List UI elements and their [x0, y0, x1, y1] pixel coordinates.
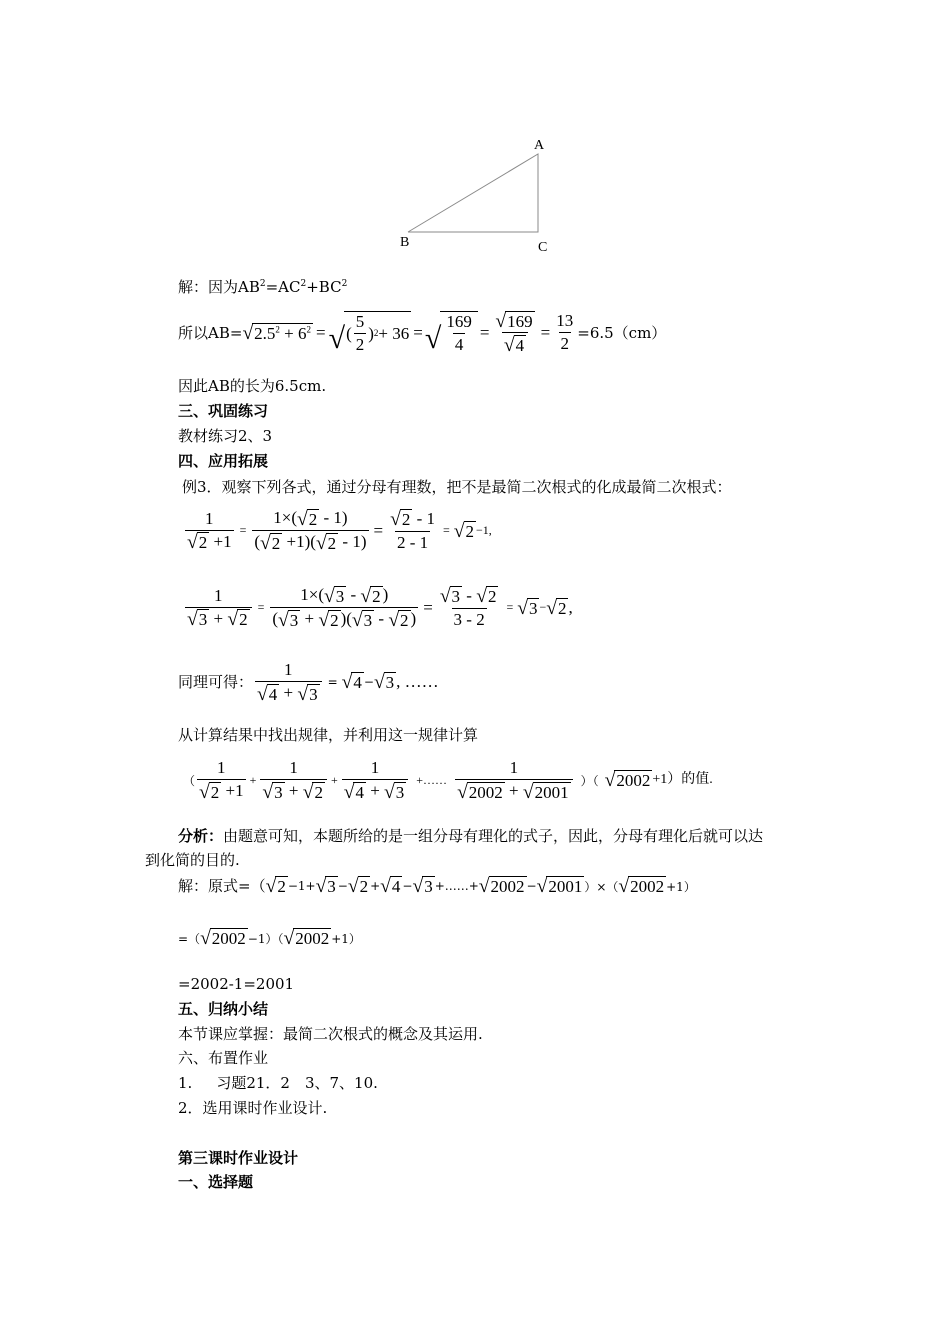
radicand: 3: [424, 877, 433, 896]
radicand: 2: [401, 510, 411, 530]
radicand: 3: [528, 598, 538, 618]
denominator: 2: [560, 334, 569, 354]
text-span: (: [272, 609, 279, 629]
text-span: −1,: [476, 523, 492, 538]
solution-line-3: 因此AB的长为6.5cm.: [178, 377, 327, 395]
text-span: + 6: [279, 323, 307, 343]
homework-heading: 六、布置作业: [178, 1049, 269, 1067]
numerator: 1: [214, 585, 223, 605]
text-span: ）×（: [584, 879, 619, 894]
radicand: 2002: [490, 877, 525, 896]
fraction: 1×( √ 3 - √ 2 ) ( √ 3 + √ 2 )( √ 3 - √ 2 ): [272, 585, 417, 632]
text-span: +1）的值.: [652, 772, 713, 788]
radical: √ $\frac{169}{4}$: [425, 311, 478, 354]
summary-heading: 五、归纳小结: [178, 1000, 269, 1018]
radicand: 2001: [548, 877, 583, 896]
design-heading: 第三课时作业设计: [178, 1149, 299, 1167]
superscript: 2: [275, 323, 280, 334]
text-span: =（: [178, 931, 201, 946]
radicand: 2: [198, 533, 208, 553]
text-span: +……+: [434, 879, 479, 894]
text-span: - 1): [319, 508, 348, 527]
radicand: 2: [400, 611, 409, 631]
superscript: 2: [259, 279, 266, 289]
text-span: −: [363, 675, 374, 690]
superscript: 2: [306, 323, 312, 334]
fraction: √ 169 √ 4: [495, 310, 533, 357]
fraction: 1 √ 3 + √ 2: [260, 758, 327, 802]
extension-heading: 四、应用拓展: [178, 452, 269, 470]
text-span: 解：因为AB: [178, 278, 260, 296]
numerator: 169: [446, 312, 472, 332]
text-span: 1×(: [273, 508, 298, 527]
radicand: 4: [391, 877, 401, 896]
text-span: +1: [209, 531, 232, 551]
radicand: 2: [372, 586, 381, 606]
rule-text: 从计算结果中找出规律，并利用这一规律计算: [178, 726, 479, 744]
summary-text: 本节课应掌握：最简二次根式的概念及其运用.: [178, 1025, 483, 1043]
text-span: 1.: [178, 1074, 193, 1092]
text-span: 1×(: [300, 585, 324, 604]
radicand: 2001: [534, 782, 569, 802]
fraction: [354, 312, 367, 354]
radicand: 2: [210, 782, 220, 802]
fraction: [554, 311, 575, 354]
fraction: 1 √ 4 + √ 3: [255, 660, 322, 704]
text-span: +1）: [666, 879, 696, 894]
text-span: +1: [221, 781, 244, 800]
text-span: 2.5: [254, 323, 276, 343]
vertex-a-label: A: [534, 138, 545, 153]
text-span: +: [330, 772, 338, 787]
radicand: 2002: [295, 929, 330, 948]
text-span: +1)(: [282, 532, 316, 552]
numerator: 1: [370, 758, 380, 777]
radicand: 3: [198, 610, 208, 630]
radicand: 2: [330, 611, 339, 631]
equals-sign: =: [479, 322, 490, 342]
text-span: ,: [568, 597, 573, 617]
numerator: 1: [217, 758, 226, 777]
radicand: 3: [395, 782, 405, 802]
radicand: 4: [355, 782, 364, 802]
numerator: 1: [509, 758, 519, 777]
text-span: +: [370, 879, 381, 894]
radicand: 3: [385, 672, 395, 692]
text-span: =AC: [265, 278, 301, 296]
radicand: 2002: [211, 929, 246, 948]
text-span: −1）（: [247, 931, 284, 946]
text-span: ）（: [580, 773, 599, 788]
text-span: +BC: [306, 278, 342, 296]
superscript: 2: [300, 279, 307, 289]
text-span: =6.5（cm）: [577, 323, 667, 342]
numerator: 1: [289, 758, 298, 777]
numerator: 13: [556, 311, 574, 331]
text-span: )(: [340, 609, 352, 629]
text-span: -: [462, 585, 477, 605]
text-span: -: [374, 609, 389, 629]
example-3-text: 例3．观察下列各式，通过分母有理数，把不是最简二次根式的化成最简二次根式：: [182, 478, 732, 496]
text-span: −: [526, 879, 537, 894]
text-span: ): [382, 585, 389, 604]
fraction: [444, 312, 474, 354]
equation-3: 同理可得： 1 √ 4 + √ 3 = √ 4 − √ 3 , ……: [178, 660, 439, 705]
fraction: 1 √ 2 +1: [199, 758, 244, 803]
text-span: −: [337, 879, 348, 894]
text-span: +: [279, 683, 298, 702]
triangle-figure: [390, 130, 570, 260]
equals-sign: =: [413, 322, 423, 342]
radical: √ $2.5^2 + 6^2$: [242, 322, 312, 344]
superscript: 2: [341, 279, 348, 289]
text-span: , ……: [396, 672, 439, 692]
text-span: −: [539, 600, 547, 615]
text-span: 由题意可知，本题所给的是一组分母有理化的式子，因此，分母有理化后就可以达: [223, 827, 764, 845]
text-span: +: [249, 772, 257, 787]
radicand: 4: [353, 672, 362, 692]
radicand: 3: [335, 586, 345, 606]
analysis-line-1: [178, 826, 763, 846]
text-span: 解：原式=（: [178, 877, 266, 896]
triangle-shape: [408, 154, 538, 232]
radicand: 3: [309, 684, 318, 704]
radicand: 2002: [616, 770, 651, 790]
radicand: 4: [268, 684, 278, 704]
text-span: ): [368, 323, 374, 343]
solution-line-1: [178, 277, 347, 297]
text-span: 同理可得：: [178, 673, 254, 692]
analysis-label: 分析：: [178, 827, 224, 845]
text-span: ): [410, 609, 417, 629]
radicand: 2: [314, 782, 323, 802]
radicand: 2: [487, 587, 497, 607]
radicand: 2: [271, 534, 281, 554]
radicand: 3: [451, 587, 461, 607]
equals-sign: =: [540, 322, 551, 342]
radicand: 3: [327, 877, 336, 896]
radicand: 3: [274, 782, 283, 802]
denominator: 3 - 2: [453, 610, 485, 630]
text-span: 所以AB=: [178, 323, 243, 342]
text-span: -: [346, 585, 361, 604]
radicand: 2: [277, 877, 286, 896]
numerator: 1: [205, 508, 214, 528]
numerator: 5: [355, 312, 365, 332]
radicand: 3: [363, 611, 373, 631]
fraction: 1 √ 2002 + √ 2001: [455, 758, 573, 802]
numerator: 1: [284, 660, 293, 679]
vertex-c-label: C: [538, 240, 548, 255]
vertex-b-label: B: [400, 235, 410, 250]
answer-line-2: =（ √ 2002 −1）（ √ 2002 +1）: [178, 928, 361, 949]
radicand: 2002: [630, 877, 665, 896]
text-span: - 1): [338, 532, 367, 552]
equals-sign: =: [316, 322, 326, 342]
solution-line-2: [178, 310, 666, 356]
denominator: 2: [355, 334, 365, 354]
text-span: +1）: [331, 931, 361, 946]
radicand: 4: [515, 336, 525, 356]
text-span: +: [209, 608, 228, 628]
analysis-line-2: 到化简的目的.: [145, 851, 240, 869]
text-span: −1+: [287, 879, 316, 894]
denominator: 4: [454, 334, 464, 354]
text-span: 习题21．2 3、7、10.: [216, 1074, 378, 1092]
text-span: (: [254, 532, 261, 552]
radical: √ ( $\frac{5}{2}$ ) 2 + 36: [328, 312, 410, 356]
radicand: 2: [239, 610, 248, 630]
text-span: - 1: [412, 508, 435, 528]
text-span: (: [346, 323, 352, 343]
radicand: 2: [327, 534, 337, 554]
text-span: +……: [416, 772, 448, 787]
fraction: 1 √ 4 + √ 3: [342, 758, 409, 802]
text-span: + 36: [378, 323, 410, 343]
homework-item-2: 2．选用课时作业设计.: [178, 1099, 328, 1117]
radicand: 169: [507, 311, 533, 331]
fraction: √ 2 - 1 2 - 1: [390, 508, 435, 553]
radicand: 2002: [468, 782, 503, 802]
text-span: +: [300, 609, 319, 629]
answer-line-1: 解：原式=（ √ 2 −1+ √ 3 − √ 2 + √ 4 − √ 3 +……+ √ 2002 − √ 2001 ）×（ √ 2002 +1）: [178, 876, 696, 897]
practice-text: 教材练习2、3: [178, 427, 273, 445]
equation-2: 1 √ 3 + √ 2 = 1×( √ 3 - √ 2 ) ( √ 3 + √ 2 )( √ 3 - √ 2 ) = √ 3 - √ 2 3 - 2 = √ 3 − √ 2 ,: [187, 585, 573, 632]
radicand: 2: [465, 521, 475, 541]
homework-item-1: [178, 1073, 378, 1093]
radicand: 3: [289, 611, 299, 631]
practice-heading: 三、巩固练习: [178, 402, 269, 420]
calc-expression: （ 1 √ 2 +1 + 1 √ 3 + √ 2 + 1 √ 4 + √ 3 +…… 1 √ 2002 + √ 2001 ）（ √ 2002 +1）的值.: [183, 758, 713, 803]
equation-1: 1 √ 2 +1 = 1×( √ 2 - 1) ( √ 2 +1)( √ 2 - 1) = √ 2 - 1 2 - 1 = √ 2 −1,: [187, 508, 492, 555]
radicand: 2: [359, 877, 369, 896]
text-span: −: [402, 879, 413, 894]
radicand: 2: [557, 598, 567, 618]
fraction: √ 3 - √ 2 3 - 2: [439, 585, 497, 630]
denominator: 2 - 1: [396, 533, 429, 553]
fraction: 1 √ 2 +1: [187, 508, 232, 554]
fraction: 1 √ 3 + √ 2: [185, 586, 252, 630]
fraction: 1×( √ 2 - 1) ( √ 2 +1)( √ 2 - 1): [254, 508, 367, 555]
radicand: 2: [308, 509, 318, 529]
answer-line-3: =2002-1=2001: [178, 975, 295, 993]
text-span: （: [183, 773, 196, 788]
design-subheading: 一、选择题: [178, 1173, 254, 1191]
